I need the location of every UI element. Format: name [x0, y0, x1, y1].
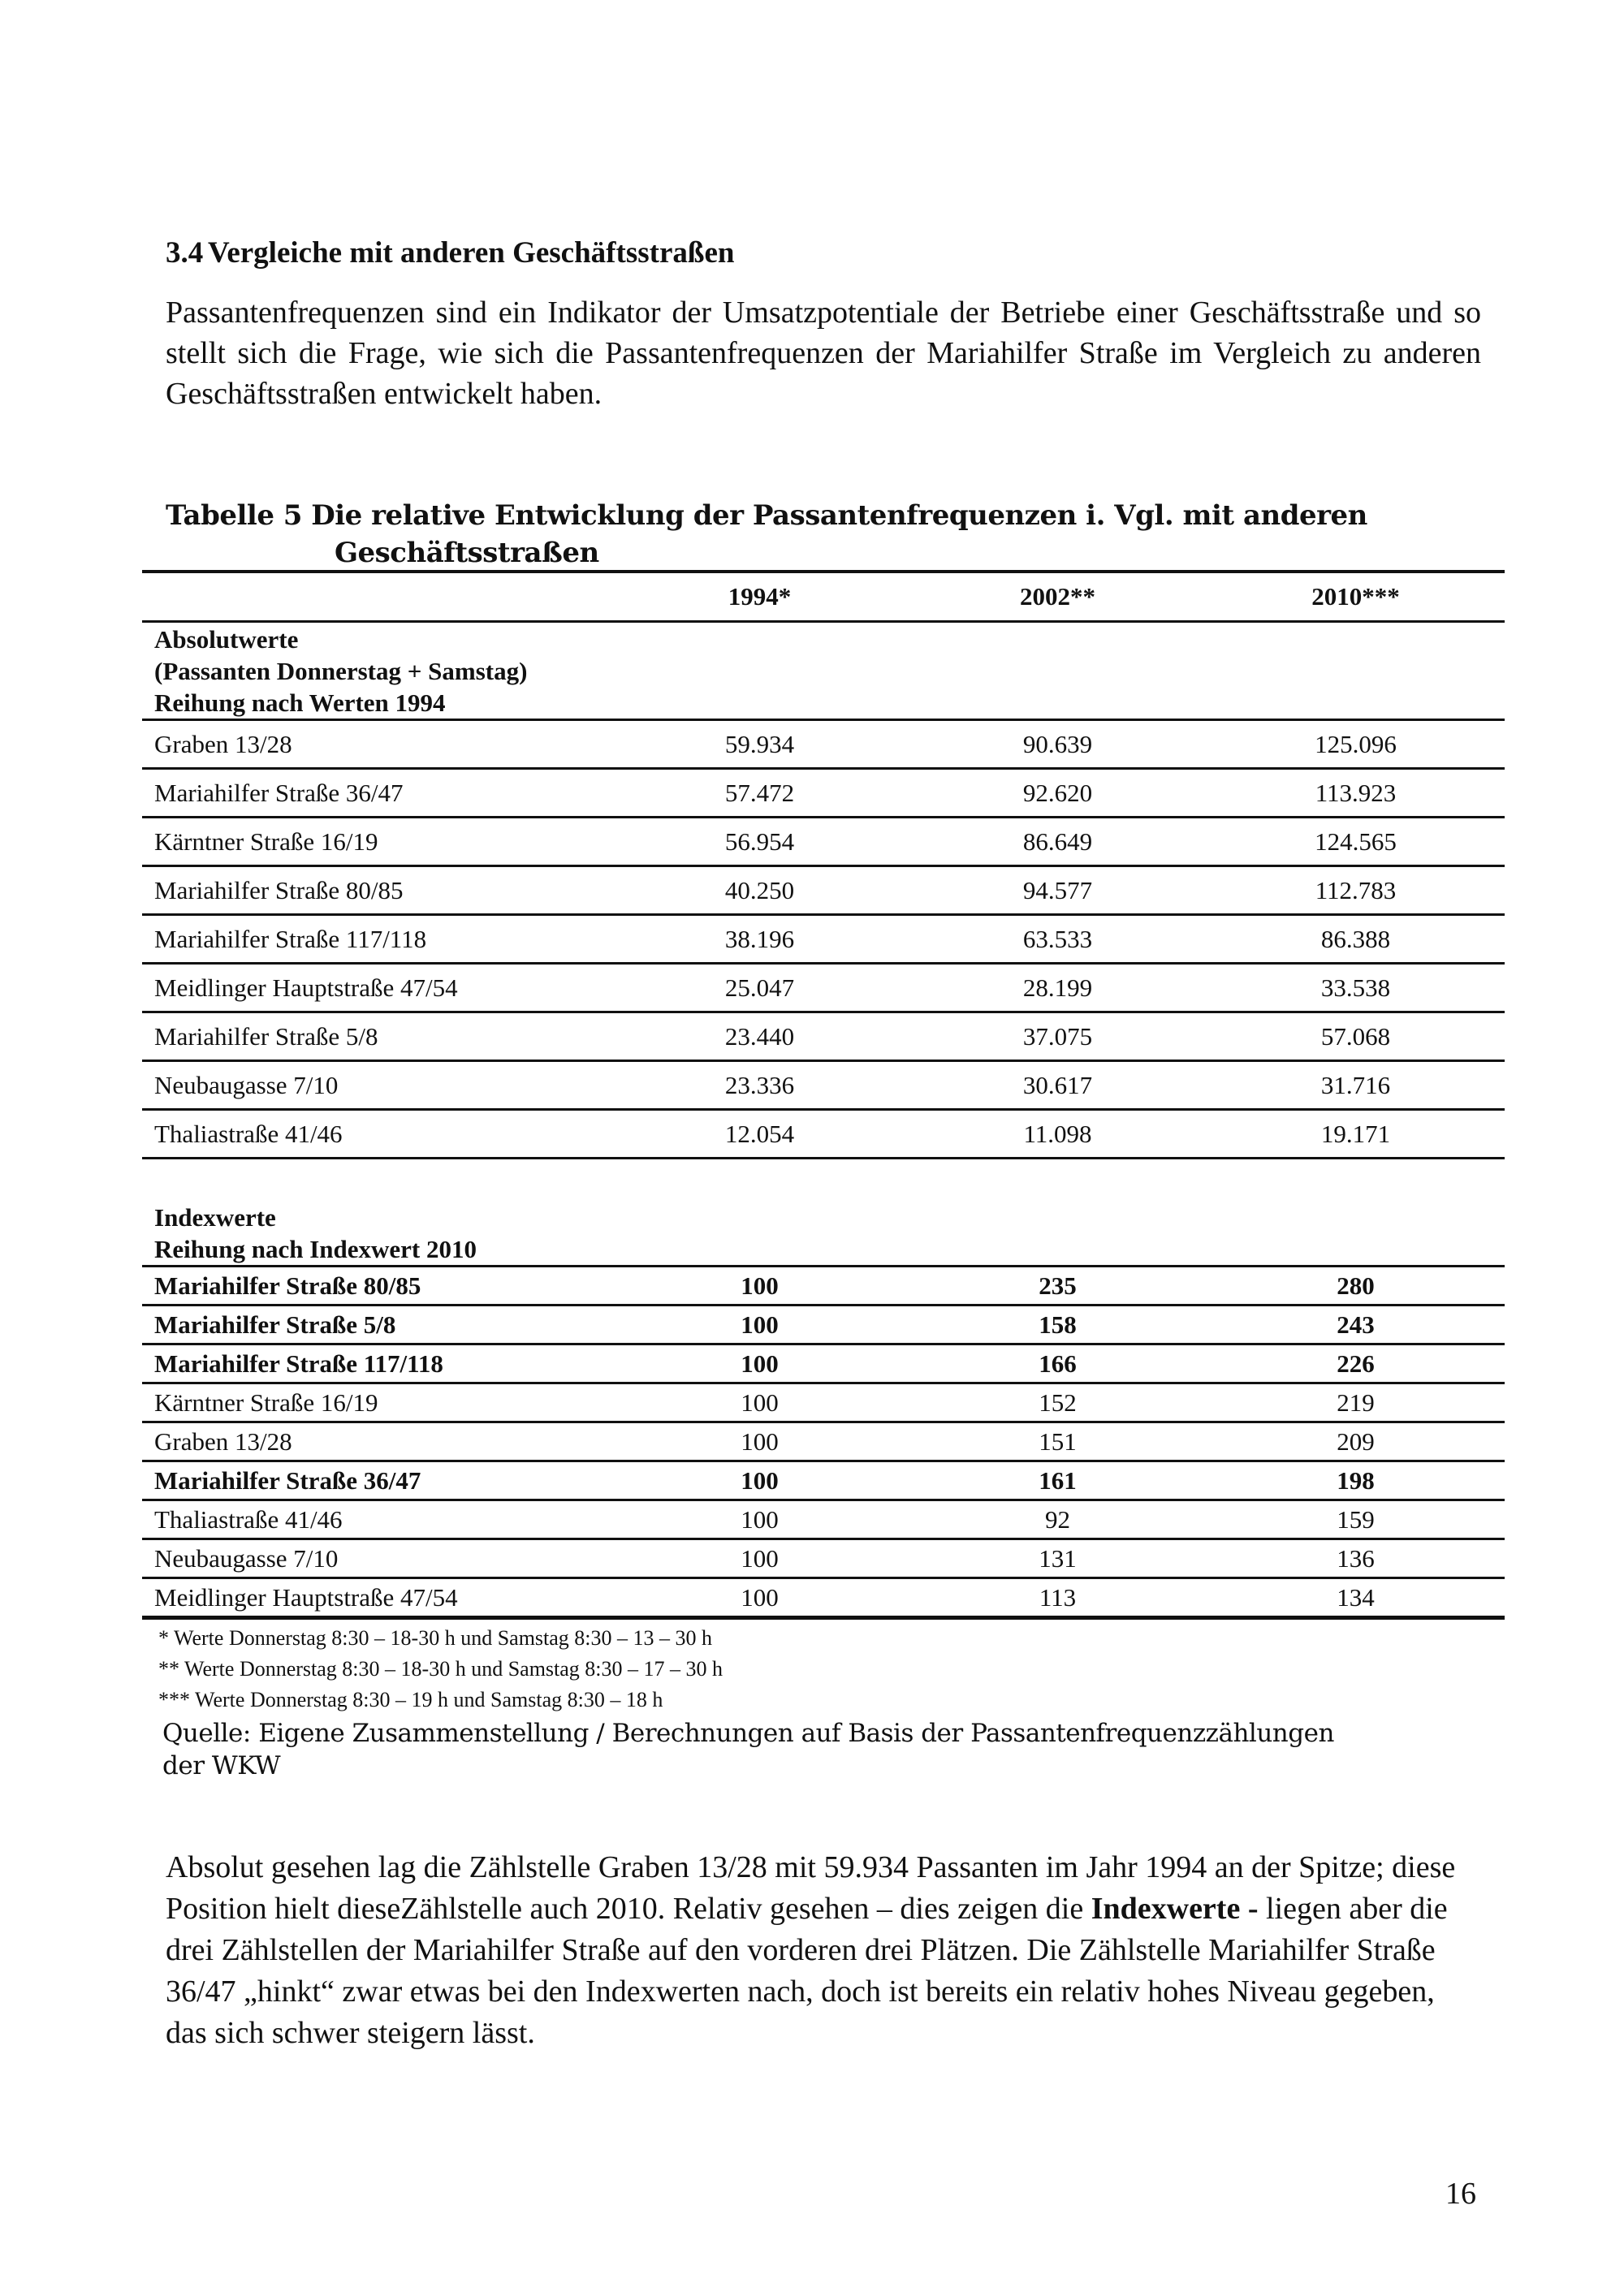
index-cell: 198: [1207, 1461, 1505, 1500]
value-cell: 23.440: [611, 1012, 909, 1061]
table-row: [142, 1578, 1505, 1618]
value-cell: 12.054: [611, 1110, 909, 1159]
table-row: [142, 720, 1505, 769]
value-cell: 40.250: [611, 866, 909, 915]
conclusion-paragraph: [166, 1847, 1481, 2054]
section-number: 3.4: [166, 236, 204, 270]
table-row: [142, 1012, 1505, 1061]
index-cell: 243: [1207, 1306, 1505, 1344]
table-row: [142, 1539, 1505, 1578]
index-cell: 134: [1207, 1578, 1505, 1618]
table-row: [142, 915, 1505, 964]
section-heading: [166, 235, 734, 270]
location-cell: Mariahilfer Straße 117/118: [142, 915, 611, 964]
table-row: [142, 1383, 1505, 1422]
caption-line-2: Geschäftsstraßen: [335, 537, 599, 569]
conclusion-text: liegen aber die drei Zählstellen der Mariahilfer Straße auf den vorderen drei Plätzen. Die Zählstelle Mariahilfer Straße 36/47 „hinkt“ zwar etwas bei den Indexwerten nach, doch ist bereits ein relativ hohes Niveau gegeben, das sich schwer steigern lässt.: [166, 1892, 1448, 2050]
value-cell: 125.096: [1207, 720, 1505, 769]
location-cell: Kärntner Straße 16/19: [142, 818, 611, 866]
table-row: [142, 1461, 1505, 1500]
index-cell: 100: [611, 1267, 909, 1306]
index-cell: 92: [909, 1500, 1207, 1539]
index-cell: 131: [909, 1539, 1207, 1578]
value-cell: 59.934: [611, 720, 909, 769]
footnote: ** Werte Donnerstag 8:30 – 18-30 h und Samstag 8:30 – 17 – 30 h: [158, 1657, 723, 1681]
table-row: [142, 1110, 1505, 1159]
value-cell: 92.620: [909, 769, 1207, 818]
index-cell: 100: [611, 1383, 909, 1422]
section-label: Reihung nach Werten 1994: [154, 688, 446, 717]
location-cell: Meidlinger Hauptstraße 47/54: [142, 964, 611, 1012]
section-label: Reihung nach Indexwert 2010: [154, 1235, 477, 1263]
index-cell: 209: [1207, 1422, 1505, 1461]
value-cell: 31.716: [1207, 1061, 1505, 1110]
table-row: [142, 1061, 1505, 1110]
intro-paragraph: Passantenfrequenzen sind ein Indikator der Umsatzpotentiale der Betriebe einer Geschäftsstraße und so stellt sich die Frage, wie sich die Passantenfrequenzen der Mariahilfer Straße im Vergleich zu anderen Geschäftsstraßen entwickelt haben.: [166, 296, 1481, 411]
table-row: [142, 1422, 1505, 1461]
table-caption: [166, 497, 1465, 572]
conclusion-emphasis: Indexwerte -: [1091, 1892, 1259, 1926]
value-cell: 86.649: [909, 818, 1207, 866]
header-row: [142, 572, 1505, 622]
value-cell: 94.577: [909, 866, 1207, 915]
value-cell: 113.923: [1207, 769, 1505, 818]
table-row: [142, 964, 1505, 1012]
table-row: [142, 769, 1505, 818]
value-cell: 56.954: [611, 818, 909, 866]
location-cell: Mariahilfer Straße 5/8: [142, 1306, 611, 1344]
section-label: Absolutwerte: [154, 624, 299, 654]
source-line-1: Quelle: Eigene Zusammenstellung / Berechnungen auf Basis der Passantenfrequenzzählungen: [162, 1719, 1334, 1748]
index-cell: 158: [909, 1306, 1207, 1344]
index-cell: 100: [611, 1422, 909, 1461]
location-cell: Thaliastraße 41/46: [142, 1500, 611, 1539]
index-cell: 100: [611, 1306, 909, 1344]
index-cell: 100: [611, 1578, 909, 1618]
value-cell: 57.472: [611, 769, 909, 818]
location-cell: Neubaugasse 7/10: [142, 1539, 611, 1578]
table-row: [142, 866, 1505, 915]
location-cell: Thaliastraße 41/46: [142, 1110, 611, 1159]
source-line-2: der WKW: [162, 1751, 281, 1780]
value-cell: 28.199: [909, 964, 1207, 1012]
page-number: 16: [1445, 2177, 1476, 2211]
location-cell: Mariahilfer Straße 80/85: [142, 1267, 611, 1306]
location-cell: Mariahilfer Straße 117/118: [142, 1344, 611, 1383]
value-cell: 30.617: [909, 1061, 1207, 1110]
index-cell: 100: [611, 1461, 909, 1500]
value-cell: 19.171: [1207, 1110, 1505, 1159]
table-source: [162, 1717, 1505, 1782]
index-cell: 166: [909, 1344, 1207, 1383]
index-cell: 219: [1207, 1383, 1505, 1422]
column-header: 2002**: [909, 572, 1207, 622]
index-cell: 100: [611, 1539, 909, 1578]
caption-line-1: Tabelle 5 Die relative Entwicklung der Passantenfrequenzen i. Vgl. mit anderen: [166, 499, 1367, 532]
value-cell: 11.098: [909, 1110, 1207, 1159]
section-title: Vergleiche mit anderen Geschäftsstraßen: [208, 236, 735, 270]
index-cell: 161: [909, 1461, 1207, 1500]
index-cell: 151: [909, 1422, 1207, 1461]
location-cell: Mariahilfer Straße 5/8: [142, 1012, 611, 1061]
footnote: *** Werte Donnerstag 8:30 – 19 h und Samstag 8:30 – 18 h: [158, 1688, 663, 1711]
location-cell: Graben 13/28: [142, 720, 611, 769]
value-cell: 63.533: [909, 915, 1207, 964]
location-cell: Mariahilfer Straße 80/85: [142, 866, 611, 915]
section-header-row: [142, 1202, 1505, 1267]
table-row: [142, 1306, 1505, 1344]
section-header-row: [142, 622, 1505, 720]
index-cell: 152: [909, 1383, 1207, 1422]
value-cell: 25.047: [611, 964, 909, 1012]
conclusion-text: Absolut gesehen lag die Zählstelle Graben 13/28 mit 59.934 Passanten im Jahr 1994 an der Spitze; diese Position hielt dieseZählstelle auch 2010. Relativ gesehen – dies zeigen die: [166, 1850, 1456, 1926]
index-cell: 235: [909, 1267, 1207, 1306]
value-cell: 38.196: [611, 915, 909, 964]
location-cell: Graben 13/28: [142, 1422, 611, 1461]
location-cell: Neubaugasse 7/10: [142, 1061, 611, 1110]
location-cell: Mariahilfer Straße 36/47: [142, 769, 611, 818]
passenger-frequency-table: [142, 570, 1505, 1620]
index-cell: 113: [909, 1578, 1207, 1618]
table-row: [142, 818, 1505, 866]
value-cell: 90.639: [909, 720, 1207, 769]
table-row: [142, 1344, 1505, 1383]
location-cell: Meidlinger Hauptstraße 47/54: [142, 1578, 611, 1618]
index-cell: 159: [1207, 1500, 1505, 1539]
value-cell: 86.388: [1207, 915, 1505, 964]
footnote: * Werte Donnerstag 8:30 – 18-30 h und Samstag 8:30 – 13 – 30 h: [158, 1626, 713, 1650]
index-cell: 226: [1207, 1344, 1505, 1383]
location-cell: Kärntner Straße 16/19: [142, 1383, 611, 1422]
value-cell: 124.565: [1207, 818, 1505, 866]
index-cell: 100: [611, 1500, 909, 1539]
section-label: (Passanten Donnerstag + Samstag): [154, 656, 528, 685]
value-cell: 37.075: [909, 1012, 1207, 1061]
section-label: Indexwerte: [154, 1203, 276, 1232]
column-header: 1994*: [611, 572, 909, 622]
footnotes: [158, 1623, 1505, 1716]
table-row: [142, 1267, 1505, 1306]
value-cell: 57.068: [1207, 1012, 1505, 1061]
location-cell: Mariahilfer Straße 36/47: [142, 1461, 611, 1500]
value-cell: 112.783: [1207, 866, 1505, 915]
index-cell: 100: [611, 1344, 909, 1383]
index-cell: 136: [1207, 1539, 1505, 1578]
value-cell: 33.538: [1207, 964, 1505, 1012]
index-cell: 280: [1207, 1267, 1505, 1306]
value-cell: 23.336: [611, 1061, 909, 1110]
table-and-text-flow: [142, 570, 1505, 2054]
column-header: 2010***: [1207, 572, 1505, 622]
table-row: [142, 1500, 1505, 1539]
